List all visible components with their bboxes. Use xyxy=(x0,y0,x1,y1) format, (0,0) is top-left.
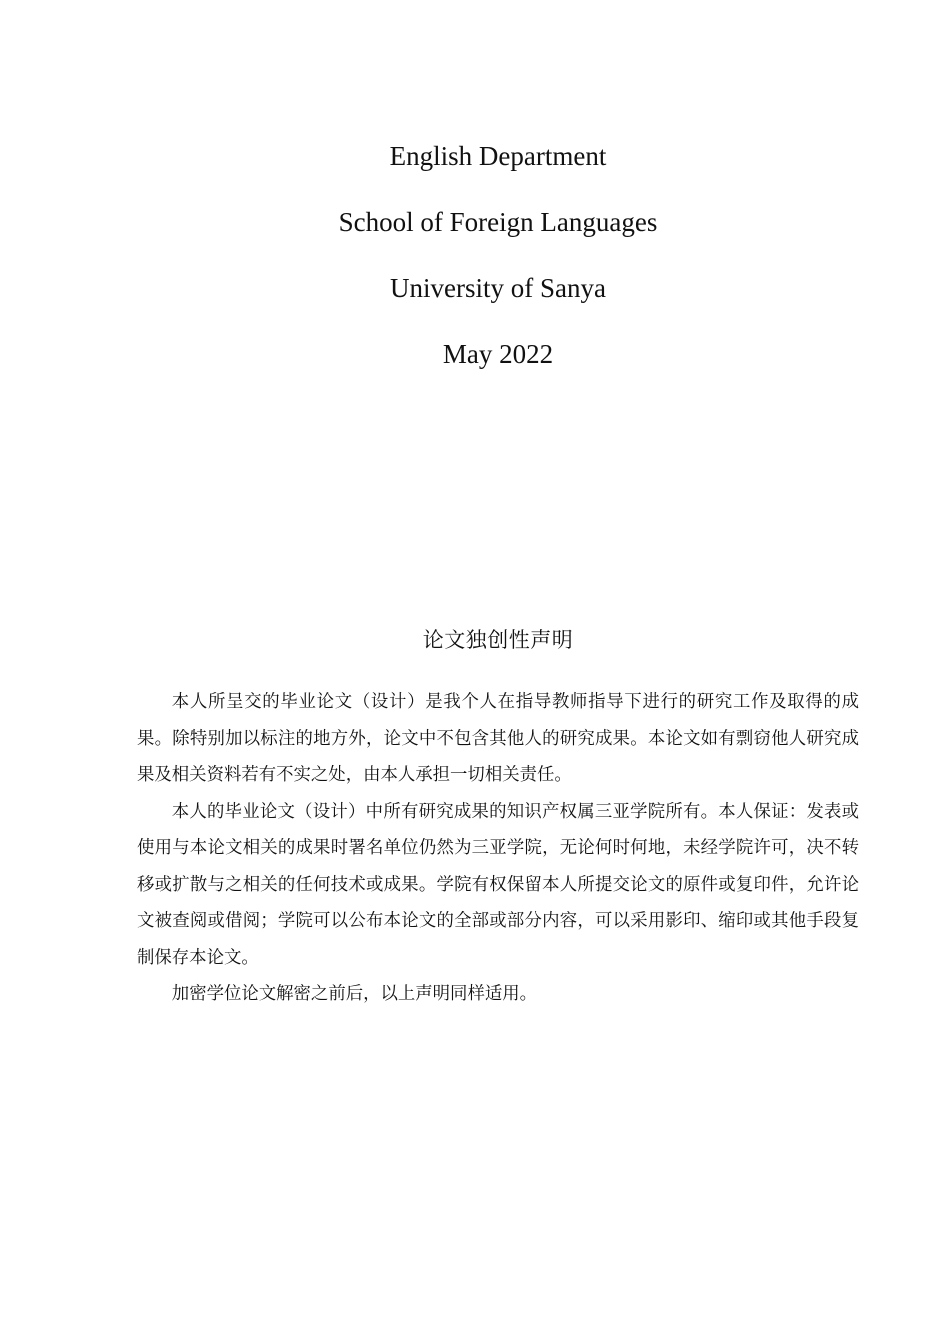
declaration-paragraph-ownership: 本人的毕业论文（设计）中所有研究成果的知识产权属三亚学院所有。本人保证：发表或使用与本论文相关的成果时署名单位仍然为三亚学院，无论何时何地，未经学院许可，决不转移或扩散与之相关的任何技术或成果。学院有权保留本人所提交论文的原件或复印件，允许论文被查阅或借阅；学院可以公布本论文的全部或部分内容，可以采用影印、缩印或其他手段复制保存本论文。 xyxy=(137,801,859,968)
date-line: May 2022 xyxy=(442,339,554,369)
declaration-body xyxy=(137,684,859,1013)
declaration-paragraph-encryption: 加密学位论文解密之前后，以上声明同样适用。 xyxy=(171,984,538,1004)
declaration-paragraph-originality: 本人所呈交的毕业论文（设计）是我个人在指导教师指导下进行的研究工作及取得的成果。除特别加以标注的地方外，论文中不包含其他人的研究成果。本论文如有剽窃他人研究成果及相关资料若有不实之处，由本人承担一切相关责任。 xyxy=(137,692,859,785)
cover-block xyxy=(0,140,950,404)
department-line: English Department xyxy=(389,141,607,171)
university-line: University of Sanya xyxy=(390,273,606,303)
declaration-title: 论文独创性声明 xyxy=(422,628,574,652)
school-line: School of Foreign Languages xyxy=(338,207,658,237)
